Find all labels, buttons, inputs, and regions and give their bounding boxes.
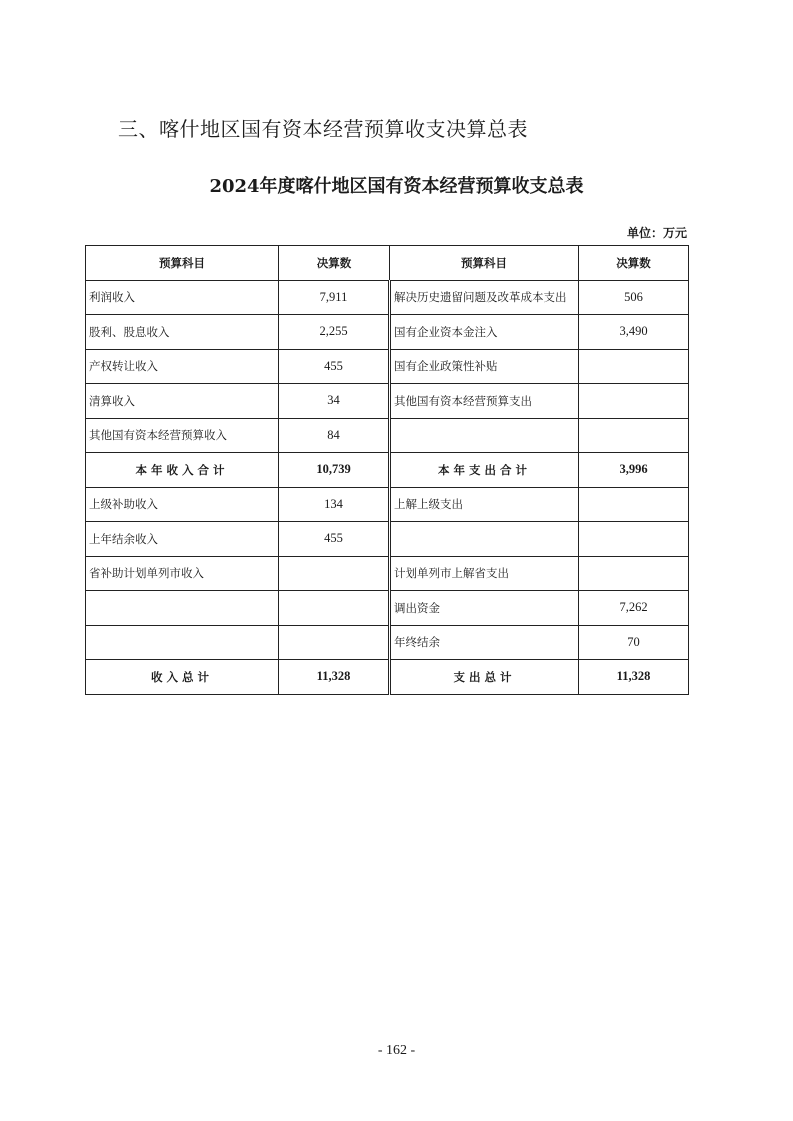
- expense-amount-cell: [579, 487, 689, 522]
- income-amount-cell: 7,911: [279, 280, 390, 315]
- table-row: [86, 384, 689, 419]
- expense-subject-cell: 调出资金: [390, 591, 579, 626]
- table-row: [86, 591, 689, 626]
- income-amount-cell: 11,328: [279, 660, 390, 695]
- table-row: [86, 625, 689, 660]
- income-amount-cell: 10,739: [279, 453, 390, 488]
- income-subject-cell: 上年结余收入: [86, 522, 279, 557]
- expense-amount-cell: 7,262: [579, 591, 689, 626]
- header-income-amount: 决算数: [279, 246, 390, 281]
- table-total-row: [86, 660, 689, 695]
- income-subject-cell: 收入总计: [86, 660, 279, 695]
- expense-subject-cell: 年终结余: [390, 625, 579, 660]
- expense-amount-cell: 11,328: [579, 660, 689, 695]
- expense-amount-cell: [579, 418, 689, 453]
- header-expense-amount: 决算数: [579, 246, 689, 281]
- table-header-row: [86, 246, 689, 281]
- expense-amount-cell: 70: [579, 625, 689, 660]
- income-amount-cell: 34: [279, 384, 390, 419]
- income-subject-cell: 利润收入: [86, 280, 279, 315]
- table-row: [86, 280, 689, 315]
- expense-amount-cell: [579, 384, 689, 419]
- expense-subject-cell: 其他国有资本经营预算支出: [390, 384, 579, 419]
- expense-subject-cell: 支出总计: [390, 660, 579, 695]
- income-amount-cell: 455: [279, 349, 390, 384]
- header-income-subject: 预算科目: [86, 246, 279, 281]
- unit-note: 单位：万元: [626, 226, 687, 240]
- income-amount-cell: 84: [279, 418, 390, 453]
- income-subject-cell: 其他国有资本经营预算收入: [86, 418, 279, 453]
- expense-amount-cell: 3,490: [579, 315, 689, 350]
- income-subject-cell: 上级补助收入: [86, 487, 279, 522]
- table-row: [86, 556, 689, 591]
- expense-subject-cell: 解决历史遗留问题及改革成本支出: [390, 280, 579, 315]
- income-amount-cell: 134: [279, 487, 390, 522]
- expense-amount-cell: [579, 522, 689, 557]
- table-title: 2024年度喀什地区国有资本经营预算收支总表: [209, 176, 584, 197]
- header-expense-subject: 预算科目: [390, 246, 579, 281]
- expense-subject-cell: 国有企业政策性补贴: [390, 349, 579, 384]
- expense-subject-cell: 本年支出合计: [390, 453, 579, 488]
- income-amount-cell: [279, 556, 390, 591]
- expense-amount-cell: 506: [579, 280, 689, 315]
- table-row: [86, 522, 689, 557]
- page-number: - 162 -: [377, 1043, 416, 1058]
- income-subject-cell: 本年收入合计: [86, 453, 279, 488]
- section-heading: 三、喀什地区国有资本经营预算收支决算总表: [118, 117, 528, 141]
- expense-subject-cell: 上解上级支出: [390, 487, 579, 522]
- income-amount-cell: [279, 625, 390, 660]
- table-total-row: [86, 453, 689, 488]
- table-row: [86, 418, 689, 453]
- expense-subject-cell: 计划单列市上解省支出: [390, 556, 579, 591]
- budget-table: [85, 245, 689, 695]
- table-row: [86, 315, 689, 350]
- income-subject-cell: [86, 591, 279, 626]
- expense-amount-cell: [579, 556, 689, 591]
- income-subject-cell: 清算收入: [86, 384, 279, 419]
- income-subject-cell: [86, 625, 279, 660]
- expense-subject-cell: [390, 418, 579, 453]
- table-row: [86, 487, 689, 522]
- income-amount-cell: 455: [279, 522, 390, 557]
- income-amount-cell: 2,255: [279, 315, 390, 350]
- table-body: [86, 280, 689, 694]
- expense-amount-cell: 3,996: [579, 453, 689, 488]
- expense-subject-cell: [390, 522, 579, 557]
- income-subject-cell: 省补助计划单列市收入: [86, 556, 279, 591]
- income-amount-cell: [279, 591, 390, 626]
- income-subject-cell: 产权转让收入: [86, 349, 279, 384]
- expense-subject-cell: 国有企业资本金注入: [390, 315, 579, 350]
- expense-amount-cell: [579, 349, 689, 384]
- table-row: [86, 349, 689, 384]
- income-subject-cell: 股利、股息收入: [86, 315, 279, 350]
